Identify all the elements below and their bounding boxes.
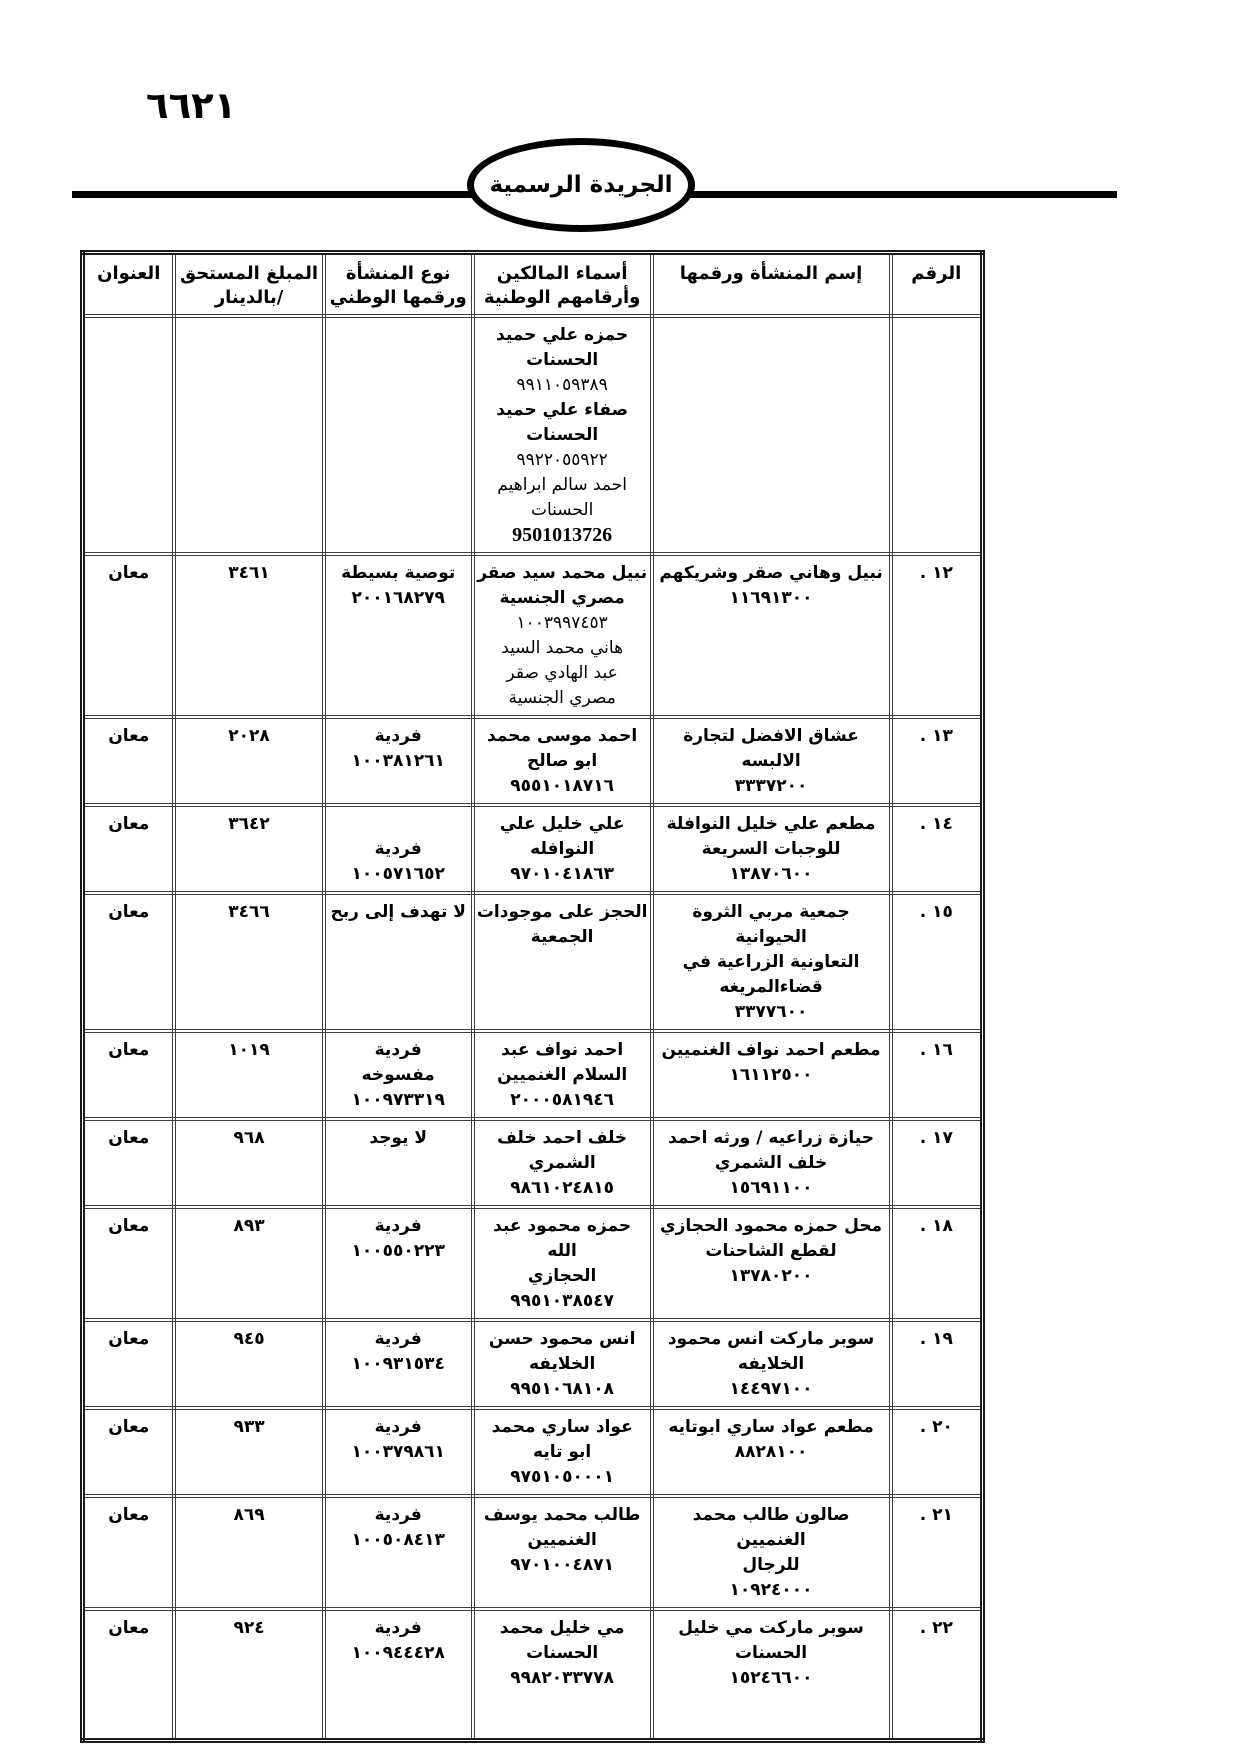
- cell-line: حيازة زراعيه / ورثه احمد: [668, 1128, 874, 1148]
- cell-amount: [174, 1031, 323, 1119]
- cell-line: ٩٩٥١٠٣٨٥٤٧: [510, 1291, 615, 1311]
- table-header-row: [83, 253, 983, 317]
- cell-line: معان: [108, 1216, 150, 1236]
- cell-line: معان: [108, 902, 150, 922]
- cell-owners: [473, 1031, 652, 1119]
- cell-type: [324, 1609, 473, 1741]
- cell-line: توصية بسيطة: [341, 563, 456, 583]
- cell-type: [324, 316, 473, 554]
- cell-establishment-name: [652, 1408, 891, 1496]
- cell-line: هاني محمد السيد: [501, 638, 624, 658]
- table-row: [83, 893, 983, 1031]
- cell-amount: [174, 717, 323, 805]
- cell-owners: [473, 717, 652, 805]
- cell-number: [891, 1408, 983, 1496]
- cell-amount: [174, 1119, 323, 1207]
- table-row: [83, 1207, 983, 1320]
- cell-line: ١٣٨٧٠٦٠٠: [729, 864, 813, 884]
- cell-line: معان: [108, 1329, 150, 1349]
- table-row: [83, 554, 983, 717]
- cell-type: [324, 1119, 473, 1207]
- cell-address: [83, 805, 175, 893]
- col-header-type: [324, 253, 473, 317]
- cell-owners: [473, 1320, 652, 1408]
- cell-line: ٢١ .: [919, 1505, 953, 1525]
- cell-line: ٩٧٥١٠٥٠٠٠١: [510, 1467, 615, 1487]
- cell-line: ٩٣٣: [233, 1417, 265, 1437]
- cell-line: قضاءالمريغه: [719, 977, 823, 997]
- cell-number: [891, 1119, 983, 1207]
- cell-line: معان: [108, 1128, 150, 1148]
- cell-type: [324, 1496, 473, 1609]
- cell-line: ٩٥٥١٠١٨٧١٦: [510, 776, 615, 796]
- header-line: المبلغ المستحق: [179, 263, 319, 284]
- cell-address: [83, 1609, 175, 1741]
- cell-line: انس محمود حسن: [488, 1329, 636, 1349]
- cell-establishment-name: [652, 1207, 891, 1320]
- cell-line: ١١٦٩١٣٠٠: [729, 588, 813, 608]
- cell-line: ١٩ .: [919, 1329, 953, 1349]
- cell-line: الجمعية: [530, 927, 594, 947]
- cell-line: ١٧ .: [919, 1128, 953, 1148]
- cell-line: ٨٨٢٨١٠٠: [734, 1442, 808, 1462]
- header-line: وأرقامهم الوطنية: [483, 287, 641, 308]
- col-header-name: [652, 253, 891, 317]
- cell-owners: [473, 1609, 652, 1741]
- cell-type: [324, 1207, 473, 1320]
- cell-line: مي خليل محمد: [499, 1618, 625, 1638]
- cell-line: ١٣٧٨٠٢٠٠: [729, 1266, 813, 1286]
- cell-number: [891, 1496, 983, 1609]
- cell-line: ١٠٠٥٧١٦٥٢: [351, 864, 445, 884]
- page-number: ٦٦٢١: [146, 84, 237, 127]
- cell-line: ٩٨٦١٠٢٤٨١٥: [510, 1178, 615, 1198]
- cell-type: [324, 717, 473, 805]
- cell-establishment-name: [652, 893, 891, 1031]
- cell-line: صالون طالب محمد الغنميين: [692, 1505, 850, 1550]
- cell-amount: [174, 554, 323, 717]
- cell-line: فردية: [374, 726, 422, 746]
- cell-number: [891, 893, 983, 1031]
- cell-line: مفسوخه: [361, 1065, 435, 1085]
- cell-address: [83, 1119, 175, 1207]
- cell-line: لا تهدف إلى ربح: [330, 902, 466, 922]
- table-header: [83, 253, 983, 317]
- cell-establishment-name: [652, 717, 891, 805]
- cell-line: ٩٧٠١٠٤١٨٦٣: [510, 864, 615, 884]
- cell-line: ٩٦٨: [233, 1128, 265, 1148]
- cell-amount: [174, 1320, 323, 1408]
- establishments-table: [80, 250, 985, 1743]
- cell-amount: [174, 316, 323, 554]
- cell-line: [328, 812, 469, 837]
- cell-line: معان: [108, 1040, 150, 1060]
- cell-line: صفاء علي حميد: [496, 400, 629, 420]
- cell-amount: [174, 893, 323, 1031]
- cell-line: ٣٦٤٢: [228, 814, 270, 834]
- cell-line: الشمري: [528, 1153, 596, 1173]
- col-header-number: [891, 253, 983, 317]
- cell-address: [83, 316, 175, 554]
- table-row: [83, 1119, 983, 1207]
- cell-line: الحسنات: [530, 500, 594, 520]
- cell-line: ١٠٠٣٧٩٨٦١: [351, 1442, 445, 1462]
- cell-number: [891, 805, 983, 893]
- cell-number: [891, 1207, 983, 1320]
- cell-line: ١٠٠٩٤٤٤٢٨: [351, 1643, 445, 1663]
- cell-line: احمد موسى محمد: [487, 726, 638, 746]
- table-row: [83, 1408, 983, 1496]
- cell-line: معان: [108, 1618, 150, 1638]
- cell-line: الحسنات: [526, 1643, 599, 1663]
- cell-amount: [174, 805, 323, 893]
- cell-line: ١٠٠٥٠٨٤١٣: [351, 1530, 445, 1550]
- cell-line: سوبر ماركت انس محمود: [667, 1329, 875, 1349]
- cell-line: ابو صالح: [527, 751, 598, 771]
- cell-address: [83, 554, 175, 717]
- cell-owners: [473, 1207, 652, 1320]
- cell-line: مطعم علي خليل النوافلة: [666, 814, 876, 834]
- cell-owners: [473, 805, 652, 893]
- header-line: أسماء المالكين: [496, 263, 628, 284]
- cell-address: [83, 1207, 175, 1320]
- cell-line: معان: [108, 1505, 150, 1525]
- cell-line: ١٠٠٩٧٣٣١٩: [351, 1090, 445, 1110]
- cell-line: ٢٠٢٨: [228, 726, 270, 746]
- cell-line: عبد الهادي صقر: [506, 663, 618, 683]
- cell-line: ٣٣٣٧٢٠٠: [734, 776, 808, 796]
- cell-line: الحسنات: [734, 1643, 808, 1663]
- header-line: إسم المنشأة ورقمها: [679, 263, 863, 284]
- table-row: [83, 717, 983, 805]
- cell-amount: [174, 1207, 323, 1320]
- cell-line: الحسنات: [526, 350, 599, 370]
- cell-line: ٢٢ .: [919, 1618, 953, 1638]
- cell-line: الخلايفه: [737, 1354, 805, 1374]
- cell-line: احمد سالم ابراهيم: [497, 475, 627, 495]
- table-row: [83, 1609, 983, 1741]
- cell-line: ابو تايه: [533, 1442, 592, 1462]
- cell-line: ١٣ .: [919, 726, 953, 746]
- cell-line: ٢٠٠٠٥٨١٩٤٦: [510, 1090, 615, 1110]
- cell-address: [83, 1320, 175, 1408]
- cell-line: ١٨ .: [919, 1216, 953, 1236]
- cell-line: علي خليل علي: [499, 814, 625, 834]
- cell-amount: [174, 1496, 323, 1609]
- cell-line: ١٥٦٩١١٠٠: [729, 1178, 813, 1198]
- cell-line: عواد ساري محمد: [491, 1417, 633, 1437]
- cell-number: [891, 1031, 983, 1119]
- cell-owners: [473, 316, 652, 554]
- cell-line: ٣٤٦٦: [228, 902, 270, 922]
- gazette-banner-title: الجريدة الرسمية: [489, 172, 673, 198]
- table-row: [83, 805, 983, 893]
- cell-line: فردية: [374, 1329, 422, 1349]
- cell-line: ١٠٠٩٣١٥٣٤: [351, 1354, 445, 1374]
- cell-line: السلام الغنميين: [497, 1065, 628, 1085]
- header-line: /بالدينار: [214, 287, 284, 308]
- cell-line: الخلايفه: [528, 1354, 596, 1374]
- cell-line: مصري الجنسية: [508, 688, 616, 708]
- cell-line: ٩٢٤: [233, 1618, 265, 1638]
- cell-establishment-name: [652, 554, 891, 717]
- cell-line: فردية: [374, 1216, 422, 1236]
- table-row: [83, 1496, 983, 1609]
- cell-line: ١٠٠٣٨١٢٦١: [351, 751, 445, 771]
- header-line: الرقم: [911, 263, 962, 284]
- cell-line: لا يوجد: [369, 1128, 428, 1148]
- cell-line: ١٠٩٢٤٠٠٠: [729, 1580, 813, 1600]
- cell-line: حمزه محمود عبد الله: [493, 1216, 632, 1261]
- cell-line: نبيل محمد سيد صقر: [477, 563, 648, 583]
- table-row: [83, 1031, 983, 1119]
- cell-line: ٢٠٠١٦٨٢٧٩: [351, 588, 445, 608]
- cell-line: فردية: [374, 1505, 422, 1525]
- cell-owners: [473, 1119, 652, 1207]
- cell-line: ٨٦٩: [233, 1505, 265, 1525]
- cell-line: معان: [108, 814, 150, 834]
- header-line: ورقمها الوطني: [329, 287, 467, 308]
- cell-line: معان: [108, 1417, 150, 1437]
- table-body: [83, 316, 983, 1741]
- cell-line: مصري الجنسية: [499, 588, 625, 608]
- cell-type: [324, 554, 473, 717]
- cell-line: ١٦١١٢٥٠٠: [729, 1065, 813, 1085]
- cell-establishment-name: [652, 1609, 891, 1741]
- cell-line: خلف الشمري: [714, 1153, 828, 1173]
- cell-line: ١٥ .: [919, 902, 953, 922]
- cell-line: فردية: [374, 839, 422, 859]
- cell-type: [324, 1320, 473, 1408]
- cell-establishment-name: [652, 1496, 891, 1609]
- cell-line: نبيل وهاني صقر وشريكهم: [659, 563, 883, 583]
- col-header-address: [83, 253, 175, 317]
- cell-line: ٩٤٥: [233, 1329, 265, 1349]
- cell-address: [83, 1496, 175, 1609]
- cell-line: فردية: [374, 1618, 422, 1638]
- cell-line: ٣٤٦١: [228, 563, 270, 583]
- cell-amount: [174, 1408, 323, 1496]
- col-header-amount: [174, 253, 323, 317]
- cell-number: [891, 717, 983, 805]
- cell-line: ٣٣٧٧٦٠٠: [734, 1002, 808, 1022]
- cell-type: [324, 805, 473, 893]
- cell-line: احمد نواف عبد: [501, 1040, 624, 1060]
- cell-line: ١٢ .: [919, 563, 953, 583]
- cell-line: التعاونية الزراعية في: [682, 952, 860, 972]
- cell-address: [83, 1031, 175, 1119]
- cell-line: ٩٩٢٢٠٥٥٩٢٢: [516, 450, 608, 470]
- cell-owners: [473, 1496, 652, 1609]
- cell-line: فردية: [374, 1417, 422, 1437]
- cell-line: خلف احمد خلف: [497, 1128, 628, 1148]
- cell-type: [324, 1031, 473, 1119]
- cell-line: ٩٩١١٠٥٩٣٨٩: [516, 375, 608, 395]
- cell-address: [83, 717, 175, 805]
- cell-line: سوبر ماركت مي خليل: [678, 1618, 864, 1638]
- cell-establishment-name: [652, 1320, 891, 1408]
- cell-line: الغنميين: [527, 1530, 597, 1550]
- cell-line: الحجز على موجودات: [476, 902, 648, 922]
- cell-establishment-name: [652, 316, 891, 554]
- cell-address: [83, 893, 175, 1031]
- cell-owners: [473, 554, 652, 717]
- cell-line: الحسنات: [526, 425, 599, 445]
- cell-line: الحجازي: [527, 1266, 597, 1286]
- cell-line: ١٠٠٥٥٠٢٢٣: [351, 1241, 445, 1261]
- cell-line: مطعم احمد نواف الغنميين: [661, 1040, 881, 1060]
- header-line: نوع المنشأة: [345, 263, 451, 284]
- cell-number: [891, 554, 983, 717]
- cell-owners: [473, 893, 652, 1031]
- cell-line: ٩٧٠١٠٠٤٨٧١: [510, 1555, 615, 1575]
- cell-line: ٨٩٣: [233, 1216, 265, 1236]
- cell-establishment-name: [652, 805, 891, 893]
- cell-line: ٩٩٥١٠٦٨١٠٨: [510, 1379, 615, 1399]
- cell-line: معان: [108, 726, 150, 746]
- cell-line: ١٤ .: [919, 814, 953, 834]
- cell-line: طالب محمد يوسف: [483, 1505, 641, 1525]
- cell-line: ١٠٠٣٩٩٧٤٥٣: [516, 613, 608, 633]
- cell-line: ١٥٢٤٦٦٠٠: [729, 1668, 813, 1688]
- cell-line: ٢٠ .: [919, 1417, 953, 1437]
- table-row: [83, 1320, 983, 1408]
- cell-line: النوافله: [530, 839, 595, 859]
- cell-establishment-name: [652, 1119, 891, 1207]
- cell-line: فردية: [374, 1040, 422, 1060]
- gazette-banner-oval: [467, 138, 695, 232]
- table-row: [83, 316, 983, 554]
- cell-line: جمعية مربي الثروة الحيوانية: [692, 902, 850, 947]
- cell-line: مطعم عواد ساري ابوتايه: [668, 1417, 874, 1437]
- cell-establishment-name: [652, 1031, 891, 1119]
- cell-line: ١٤٤٩٧١٠٠: [729, 1379, 813, 1399]
- header-line: العنوان: [97, 263, 161, 284]
- cell-number: [891, 1320, 983, 1408]
- cell-line: ٩٩٨٢٠٣٣٧٧٨: [510, 1668, 615, 1688]
- cell-address: [83, 1408, 175, 1496]
- cell-line: حمزه علي حميد: [496, 325, 629, 345]
- cell-line: ١٠١٩: [228, 1040, 270, 1060]
- cell-owners: [473, 1408, 652, 1496]
- cell-line: محل حمزه محمود الحجازي: [660, 1216, 883, 1236]
- cell-amount: [174, 1609, 323, 1741]
- cell-line: ١٦ .: [919, 1040, 953, 1060]
- cell-line: للرجال: [742, 1555, 800, 1575]
- cell-number: [891, 316, 983, 554]
- cell-line: عشاق الافضل لتجارة الالبسه: [683, 726, 859, 771]
- cell-type: [324, 893, 473, 1031]
- cell-line: معان: [108, 563, 150, 583]
- col-header-owners: [473, 253, 652, 317]
- cell-line: 9501013726: [512, 524, 613, 546]
- cell-type: [324, 1408, 473, 1496]
- cell-line: لقطع الشاحنات: [705, 1241, 837, 1261]
- cell-number: [891, 1609, 983, 1741]
- cell-line: للوجبات السريعة: [701, 839, 841, 859]
